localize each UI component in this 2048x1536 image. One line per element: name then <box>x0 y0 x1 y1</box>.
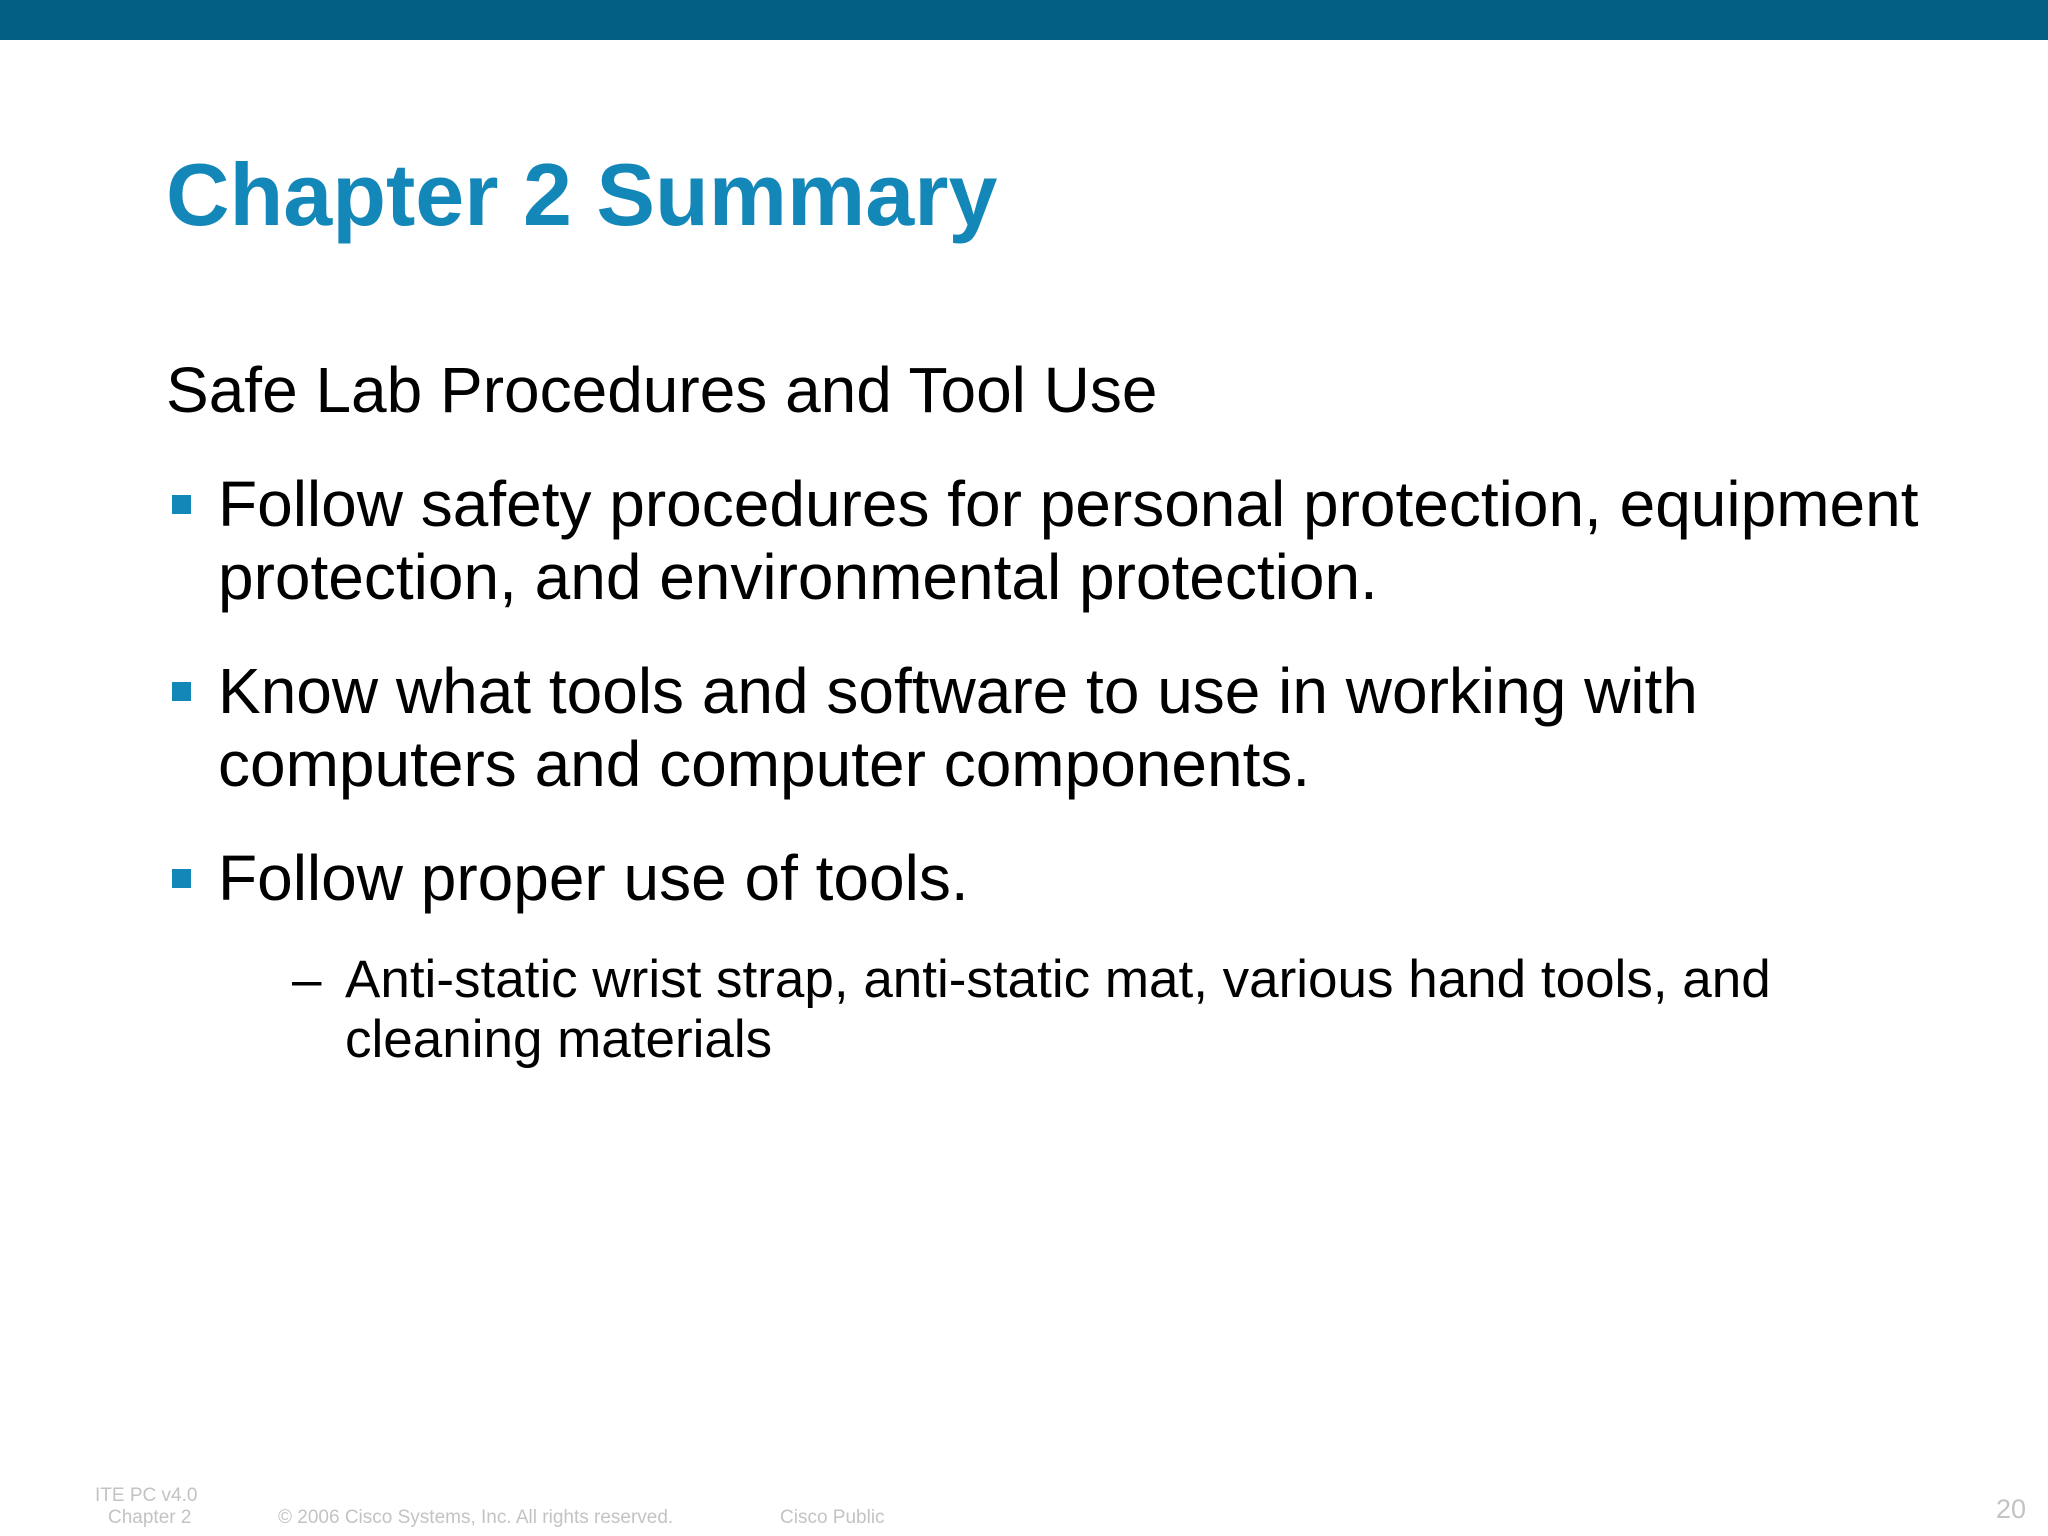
bullet-text: Know what tools and software to use in working with computers and computer components. <box>218 655 1698 800</box>
top-banner-bar <box>0 0 2048 40</box>
dash-bullet-icon: – <box>292 950 322 1009</box>
bullet-text: Follow safety procedures for personal protection, equipment protection, and environmental protection. <box>218 468 1919 613</box>
footer-copyright: © 2006 Cisco Systems, Inc. All rights reserved. <box>278 1507 674 1528</box>
sub-bullet-item-tools-list <box>292 950 1942 1070</box>
bullet-text: Follow proper use of tools. <box>218 842 969 914</box>
slide-title: Chapter 2 Summary <box>166 145 998 244</box>
square-bullet-icon <box>172 495 191 514</box>
slide-subtitle: Safe Lab Procedures and Tool Use <box>166 354 1158 426</box>
bullet-item-tools-software <box>166 655 2006 801</box>
bullet-item-personal-protection <box>166 468 2006 614</box>
footer-chapter: Chapter 2 <box>108 1507 192 1528</box>
page-number: 20 <box>1995 1494 2026 1524</box>
square-bullet-icon <box>172 869 191 888</box>
square-bullet-icon <box>172 682 191 701</box>
sub-bullet-text: Anti-static wrist strap, anti-static mat, various hand tools, and cleaning materials <box>345 950 1771 1069</box>
footer-course: ITE PC v4.0 <box>95 1485 198 1506</box>
footer-classification: Cisco Public <box>780 1507 885 1528</box>
bullet-item-proper-use <box>166 842 2006 915</box>
